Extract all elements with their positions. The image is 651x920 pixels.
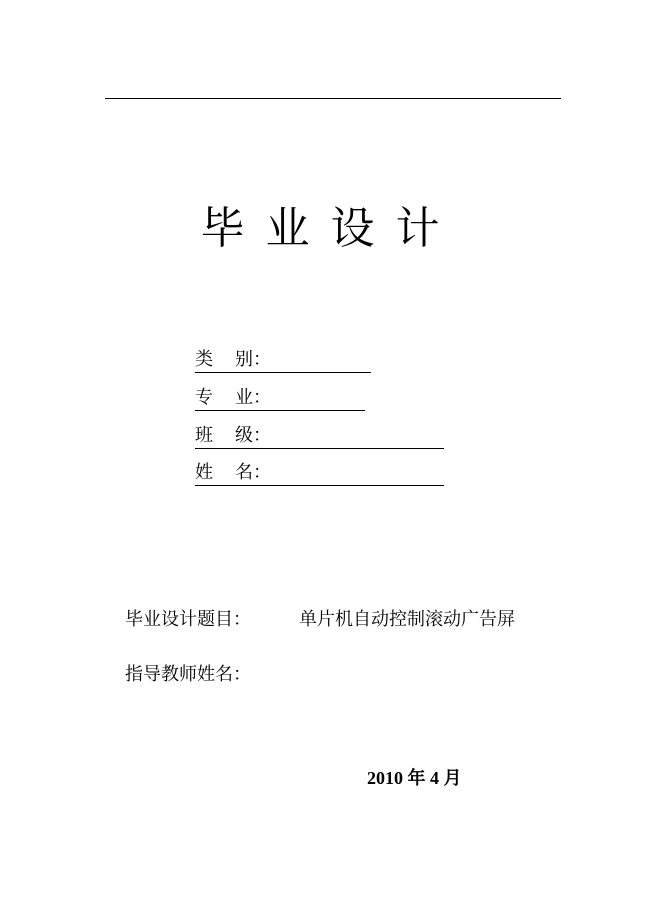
advisor-label: 指导教师姓名： <box>125 664 251 685</box>
advisor-row <box>125 662 251 688</box>
field-category <box>195 348 371 372</box>
field-name-label: 姓 名： <box>195 461 271 486</box>
field-category-line <box>271 350 371 373</box>
field-major <box>195 386 365 410</box>
document-title: 毕业设计 <box>200 203 461 254</box>
field-category-label: 类 别： <box>195 348 271 373</box>
field-class <box>195 424 444 448</box>
topic-label: 毕业设计题目： <box>125 609 251 630</box>
topic-row <box>125 607 515 633</box>
field-major-line <box>271 388 365 411</box>
topic-value: 单片机自动控制滚动广告屏 <box>299 609 515 630</box>
top-rule <box>105 98 561 99</box>
field-major-label: 专 业： <box>195 386 271 411</box>
field-name <box>195 461 444 485</box>
document-date: 2010 年 4 月 <box>367 768 462 788</box>
field-class-line <box>271 426 444 449</box>
field-name-line <box>271 463 444 486</box>
field-class-label: 班 级： <box>195 424 271 449</box>
